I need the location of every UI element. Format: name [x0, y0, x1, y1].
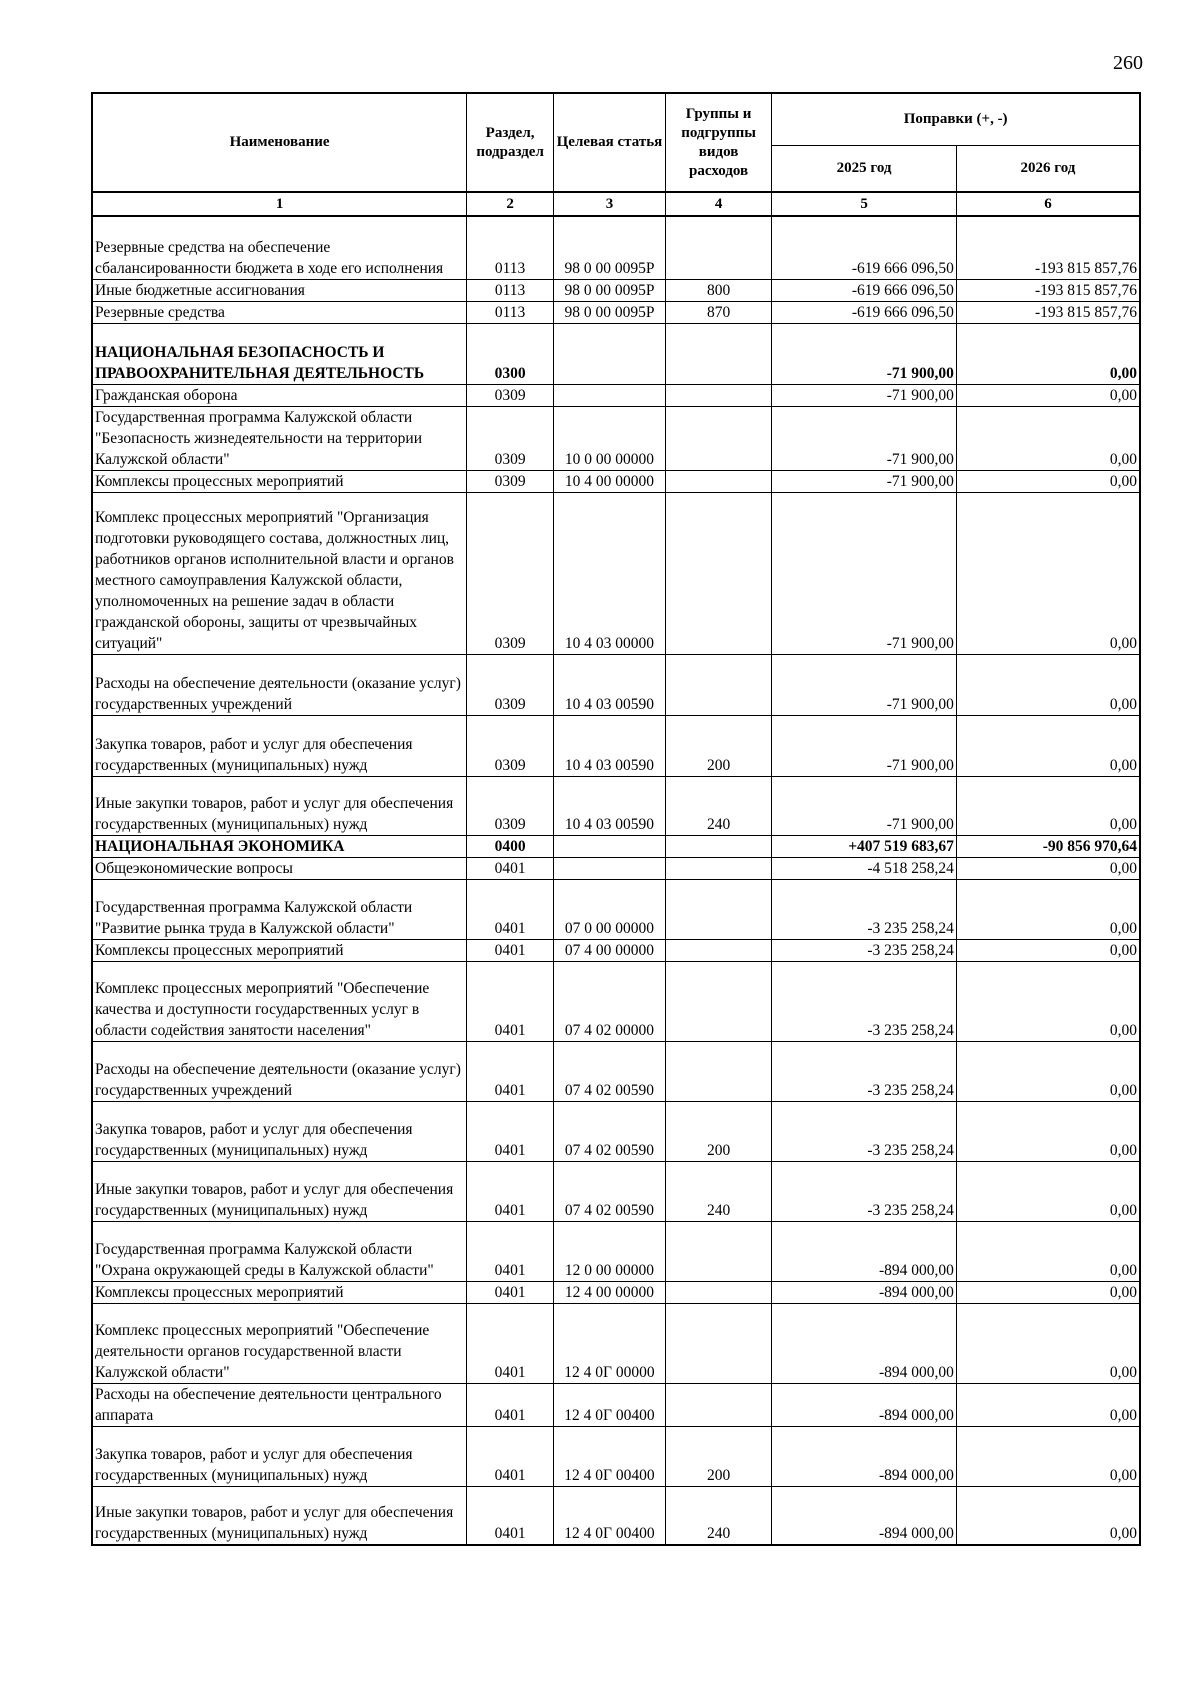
cell-amount-2025: -3 235 258,24: [772, 939, 957, 961]
header-col-number: 3: [554, 192, 666, 216]
cell-target: 12 4 00 00000: [554, 1281, 666, 1303]
cell-section: 0401: [467, 1041, 554, 1101]
cell-target: 98 0 00 0095Р: [554, 279, 666, 301]
cell-amount-2025: -71 900,00: [772, 323, 957, 384]
cell-target: 07 4 02 00000: [554, 961, 666, 1041]
cell-name: Комплекс процессных мероприятий "Обеспечение деятельности органов государственной власти Калужской области": [92, 1303, 467, 1383]
cell-section: 0401: [467, 1161, 554, 1221]
cell-group: [665, 835, 771, 857]
cell-group: [665, 216, 771, 279]
table-row: [92, 1041, 1140, 1101]
cell-amount-2026: 0,00: [956, 1486, 1140, 1545]
cell-section: 0309: [467, 470, 554, 492]
cell-section: 0113: [467, 216, 554, 279]
cell-amount-2025: -619 666 096,50: [772, 301, 957, 323]
header-col-number: 4: [665, 192, 771, 216]
cell-target: 10 0 00 00000: [554, 406, 666, 470]
cell-name: Расходы на обеспечение деятельности центрального аппарата: [92, 1383, 467, 1426]
cell-target: 10 4 03 00590: [554, 715, 666, 776]
table-row: [92, 216, 1140, 279]
cell-section: 0300: [467, 323, 554, 384]
cell-amount-2025: -619 666 096,50: [772, 279, 957, 301]
cell-group: [665, 1221, 771, 1281]
table-row: [92, 961, 1140, 1041]
cell-section: 0309: [467, 776, 554, 835]
table-row: [92, 323, 1140, 384]
table-row: [92, 301, 1140, 323]
cell-amount-2025: -3 235 258,24: [772, 1041, 957, 1101]
cell-target: 07 4 02 00590: [554, 1101, 666, 1161]
cell-group: [665, 1281, 771, 1303]
cell-group: [665, 1383, 771, 1426]
cell-amount-2026: 0,00: [956, 1303, 1140, 1383]
cell-name: Государственная программа Калужской области "Безопасность жизнедеятельности на территории Калужской области": [92, 406, 467, 470]
cell-name: Закупка товаров, работ и услуг для обеспечения государственных (муниципальных) нужд: [92, 715, 467, 776]
cell-target: 12 4 0Г 00400: [554, 1486, 666, 1545]
cell-target: 10 4 03 00590: [554, 654, 666, 715]
table-row: [92, 492, 1140, 654]
cell-group: 800: [665, 279, 771, 301]
header-col-number: 6: [956, 192, 1140, 216]
table-row: [92, 1281, 1140, 1303]
cell-amount-2026: 0,00: [956, 1161, 1140, 1221]
cell-name: Резервные средства: [92, 301, 467, 323]
budget-table: [91, 92, 1141, 1546]
cell-amount-2025: -71 900,00: [772, 715, 957, 776]
cell-name: НАЦИОНАЛЬНАЯ ЭКОНОМИКА: [92, 835, 467, 857]
cell-amount-2026: 0,00: [956, 1101, 1140, 1161]
cell-name: Комплекс процессных мероприятий "Организация подготовки руководящего состава, должностных лиц, работников органов исполнительной власти и органов местного самоуправления Калужской области, уполномоченных на решение задач в области гражданской обороны, защиты от чрезвычайных ситуаций": [92, 492, 467, 654]
table-row: [92, 857, 1140, 879]
page-number: 260: [1113, 52, 1143, 74]
table-row: [92, 1303, 1140, 1383]
table-row: [92, 879, 1140, 939]
cell-amount-2026: -193 815 857,76: [956, 301, 1140, 323]
cell-amount-2025: -894 000,00: [772, 1221, 957, 1281]
cell-section: 0113: [467, 279, 554, 301]
cell-target: 12 4 0Г 00000: [554, 1303, 666, 1383]
cell-section: 0401: [467, 961, 554, 1041]
cell-amount-2026: 0,00: [956, 1041, 1140, 1101]
cell-amount-2026: 0,00: [956, 470, 1140, 492]
cell-name: Гражданская оборона: [92, 384, 467, 406]
cell-target: [554, 384, 666, 406]
cell-section: 0309: [467, 492, 554, 654]
cell-name: Комплекс процессных мероприятий "Обеспечение качества и доступности государственных услуг в области содействия занятости населения": [92, 961, 467, 1041]
cell-section: 0401: [467, 1383, 554, 1426]
cell-amount-2025: -894 000,00: [772, 1281, 957, 1303]
table-row: [92, 1101, 1140, 1161]
cell-target: 98 0 00 0095Р: [554, 216, 666, 279]
cell-target: 07 4 02 00590: [554, 1161, 666, 1221]
cell-group: 200: [665, 1426, 771, 1486]
cell-name: Общеэкономические вопросы: [92, 857, 467, 879]
cell-group: 240: [665, 1161, 771, 1221]
cell-name: Резервные средства на обеспечение сбалансированности бюджета в ходе его исполнения: [92, 216, 467, 279]
cell-name: Комплексы процессных мероприятий: [92, 470, 467, 492]
cell-amount-2026: 0,00: [956, 654, 1140, 715]
table-row: [92, 654, 1140, 715]
cell-group: [665, 961, 771, 1041]
cell-section: 0400: [467, 835, 554, 857]
cell-amount-2026: 0,00: [956, 1383, 1140, 1426]
table-row: [92, 1486, 1140, 1545]
cell-amount-2025: -619 666 096,50: [772, 216, 957, 279]
cell-group: [665, 1041, 771, 1101]
header-col-number: 1: [92, 192, 467, 216]
cell-name: Комплексы процессных мероприятий: [92, 939, 467, 961]
cell-amount-2025: -3 235 258,24: [772, 1101, 957, 1161]
cell-target: 10 4 03 00000: [554, 492, 666, 654]
cell-amount-2025: -894 000,00: [772, 1426, 957, 1486]
table-row: [92, 279, 1140, 301]
cell-section: 0309: [467, 406, 554, 470]
cell-amount-2025: -3 235 258,24: [772, 879, 957, 939]
cell-amount-2026: 0,00: [956, 776, 1140, 835]
cell-section: 0401: [467, 1221, 554, 1281]
cell-section: 0309: [467, 384, 554, 406]
cell-group: [665, 654, 771, 715]
table-body: [92, 216, 1140, 1545]
cell-name: Государственная программа Калужской области "Развитие рынка труда в Калужской области": [92, 879, 467, 939]
cell-name: Комплексы процессных мероприятий: [92, 1281, 467, 1303]
cell-amount-2026: 0,00: [956, 961, 1140, 1041]
cell-amount-2025: -4 518 258,24: [772, 857, 957, 879]
cell-amount-2026: -193 815 857,76: [956, 279, 1140, 301]
table-row: [92, 1161, 1140, 1221]
cell-amount-2025: -71 900,00: [772, 470, 957, 492]
cell-section: 0401: [467, 1426, 554, 1486]
cell-group: [665, 1303, 771, 1383]
cell-amount-2026: 0,00: [956, 1221, 1140, 1281]
cell-amount-2025: -71 900,00: [772, 776, 957, 835]
table-row: [92, 1383, 1140, 1426]
cell-section: 0309: [467, 715, 554, 776]
cell-amount-2026: 0,00: [956, 879, 1140, 939]
table-row: [92, 776, 1140, 835]
cell-group: [665, 406, 771, 470]
cell-amount-2026: 0,00: [956, 1426, 1140, 1486]
cell-group: [665, 384, 771, 406]
cell-section: 0401: [467, 1486, 554, 1545]
cell-section: 0401: [467, 1281, 554, 1303]
cell-target: [554, 323, 666, 384]
cell-amount-2025: -71 900,00: [772, 406, 957, 470]
cell-section: 0309: [467, 654, 554, 715]
cell-name: Иные бюджетные ассигнования: [92, 279, 467, 301]
cell-amount-2025: -894 000,00: [772, 1383, 957, 1426]
header-name: Наименование: [92, 93, 467, 192]
cell-name: Расходы на обеспечение деятельности (оказание услуг) государственных учреждений: [92, 654, 467, 715]
cell-amount-2025: -71 900,00: [772, 492, 957, 654]
cell-group: 870: [665, 301, 771, 323]
cell-name: Закупка товаров, работ и услуг для обеспечения государственных (муниципальных) нужд: [92, 1426, 467, 1486]
table-row: [92, 470, 1140, 492]
table-row: [92, 1221, 1140, 1281]
cell-target: 12 4 0Г 00400: [554, 1426, 666, 1486]
cell-group: [665, 492, 771, 654]
cell-name: Иные закупки товаров, работ и услуг для обеспечения государственных (муниципальных) нужд: [92, 1486, 467, 1545]
header-year-2026: 2026 год: [956, 146, 1140, 193]
cell-name: Государственная программа Калужской области "Охрана окружающей среды в Калужской области": [92, 1221, 467, 1281]
cell-name: Иные закупки товаров, работ и услуг для обеспечения государственных (муниципальных) нужд: [92, 1161, 467, 1221]
cell-amount-2026: 0,00: [956, 323, 1140, 384]
cell-target: 07 4 02 00590: [554, 1041, 666, 1101]
header-col-number: 2: [467, 192, 554, 216]
cell-amount-2026: -193 815 857,76: [956, 216, 1140, 279]
header-target: Целевая статья: [554, 93, 666, 192]
header-year-2025: 2025 год: [772, 146, 957, 193]
cell-amount-2026: 0,00: [956, 406, 1140, 470]
cell-amount-2025: -3 235 258,24: [772, 961, 957, 1041]
cell-target: 98 0 00 0095Р: [554, 301, 666, 323]
header-col-number: 5: [772, 192, 957, 216]
cell-section: 0401: [467, 857, 554, 879]
cell-section: 0401: [467, 939, 554, 961]
cell-amount-2025: -3 235 258,24: [772, 1161, 957, 1221]
cell-amount-2025: +407 519 683,67: [772, 835, 957, 857]
header-amendments: Поправки (+, -): [772, 93, 1140, 146]
cell-group: 200: [665, 1101, 771, 1161]
cell-name: НАЦИОНАЛЬНАЯ БЕЗОПАСНОСТЬ И ПРАВООХРАНИТЕЛЬНАЯ ДЕЯТЕЛЬНОСТЬ: [92, 323, 467, 384]
cell-amount-2026: 0,00: [956, 939, 1140, 961]
cell-target: 07 4 00 00000: [554, 939, 666, 961]
cell-name: Расходы на обеспечение деятельности (оказание услуг) государственных учреждений: [92, 1041, 467, 1101]
cell-section: 0113: [467, 301, 554, 323]
cell-target: 10 4 03 00590: [554, 776, 666, 835]
cell-group: 240: [665, 776, 771, 835]
cell-name: Иные закупки товаров, работ и услуг для обеспечения государственных (муниципальных) нужд: [92, 776, 467, 835]
cell-target: 10 4 00 00000: [554, 470, 666, 492]
table-row: [92, 406, 1140, 470]
cell-amount-2026: 0,00: [956, 492, 1140, 654]
cell-section: 0401: [467, 1101, 554, 1161]
cell-group: [665, 323, 771, 384]
table-row: [92, 835, 1140, 857]
cell-amount-2025: -71 900,00: [772, 384, 957, 406]
table-row: [92, 1426, 1140, 1486]
table-row: [92, 715, 1140, 776]
cell-amount-2026: 0,00: [956, 1281, 1140, 1303]
cell-group: [665, 939, 771, 961]
header-section: Раздел, подраздел: [467, 93, 554, 192]
cell-amount-2026: 0,00: [956, 857, 1140, 879]
cell-target: [554, 835, 666, 857]
cell-amount-2025: -894 000,00: [772, 1486, 957, 1545]
cell-section: 0401: [467, 879, 554, 939]
cell-amount-2026: -90 856 970,64: [956, 835, 1140, 857]
cell-name: Закупка товаров, работ и услуг для обеспечения государственных (муниципальных) нужд: [92, 1101, 467, 1161]
header-groups: Группы и подгруппы видов расходов: [665, 93, 771, 192]
cell-group: [665, 879, 771, 939]
cell-group: 240: [665, 1486, 771, 1545]
cell-target: 07 0 00 00000: [554, 879, 666, 939]
cell-target: [554, 857, 666, 879]
cell-group: 200: [665, 715, 771, 776]
table-row: [92, 939, 1140, 961]
cell-target: 12 0 00 00000: [554, 1221, 666, 1281]
cell-amount-2026: 0,00: [956, 715, 1140, 776]
cell-amount-2025: -894 000,00: [772, 1303, 957, 1383]
table-row: [92, 384, 1140, 406]
cell-group: [665, 857, 771, 879]
cell-section: 0401: [467, 1303, 554, 1383]
cell-group: [665, 470, 771, 492]
cell-amount-2026: 0,00: [956, 384, 1140, 406]
cell-target: 12 4 0Г 00400: [554, 1383, 666, 1426]
cell-amount-2025: -71 900,00: [772, 654, 957, 715]
